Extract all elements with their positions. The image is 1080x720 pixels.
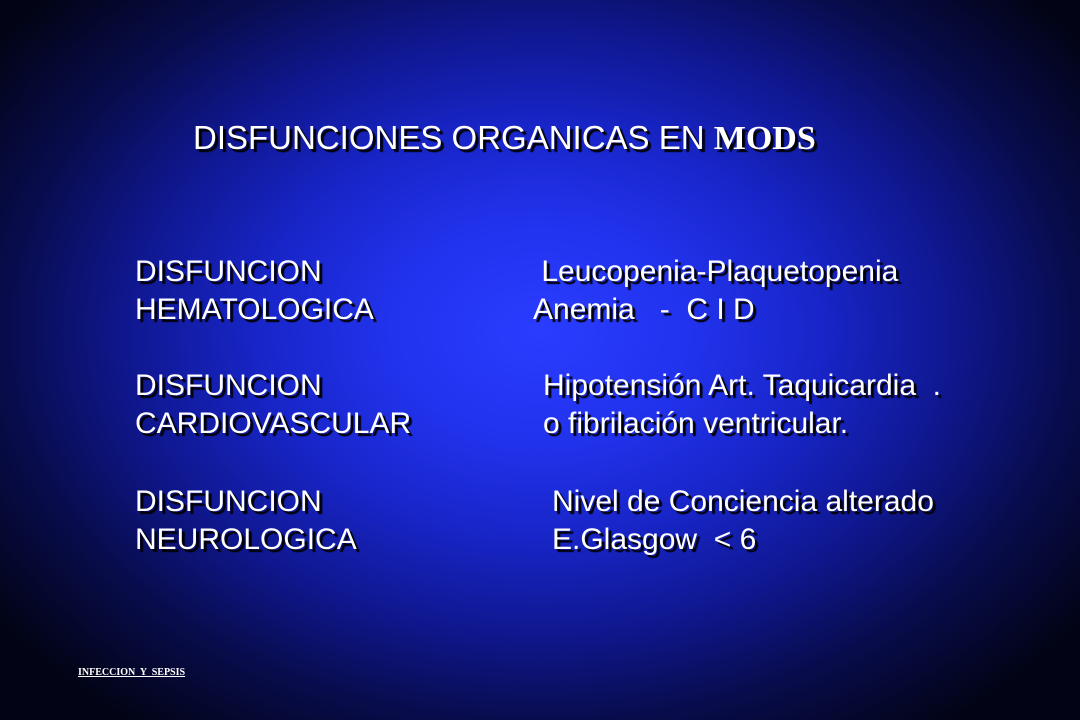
finding-neurologica-line2: E.Glasgow < 6 <box>552 523 757 556</box>
finding-hematologica-line1: Leucopenia-Plaquetopenia <box>533 255 899 288</box>
finding-cardiovascular-line1: Hipotensión Art. Taquicardia . <box>543 369 942 402</box>
finding-neurologica-line1: Nivel de Conciencia alterado <box>552 485 934 518</box>
organ-hematologica-line2: HEMATOLOGICA <box>135 293 374 326</box>
organ-hematologica-line1: DISFUNCION <box>135 255 322 288</box>
title-emphasis: MODS <box>713 120 816 157</box>
footer-label: INFECCION Y SEPSIS <box>78 667 186 678</box>
organ-cardiovascular-line2: CARDIOVASCULAR <box>135 407 412 440</box>
finding-cardiovascular-line2: o fibrilación ventricular. <box>543 407 849 440</box>
slide-title <box>193 118 816 159</box>
organ-neurologica-line2: NEUROLOGICA <box>135 523 357 556</box>
organ-cardiovascular-line1: DISFUNCION <box>135 369 322 402</box>
finding-hematologica-line2: Anemia - C I D <box>533 293 755 326</box>
organ-neurologica-line1: DISFUNCION <box>135 485 322 518</box>
title-main: DISFUNCIONES ORGANICAS EN <box>193 119 714 156</box>
